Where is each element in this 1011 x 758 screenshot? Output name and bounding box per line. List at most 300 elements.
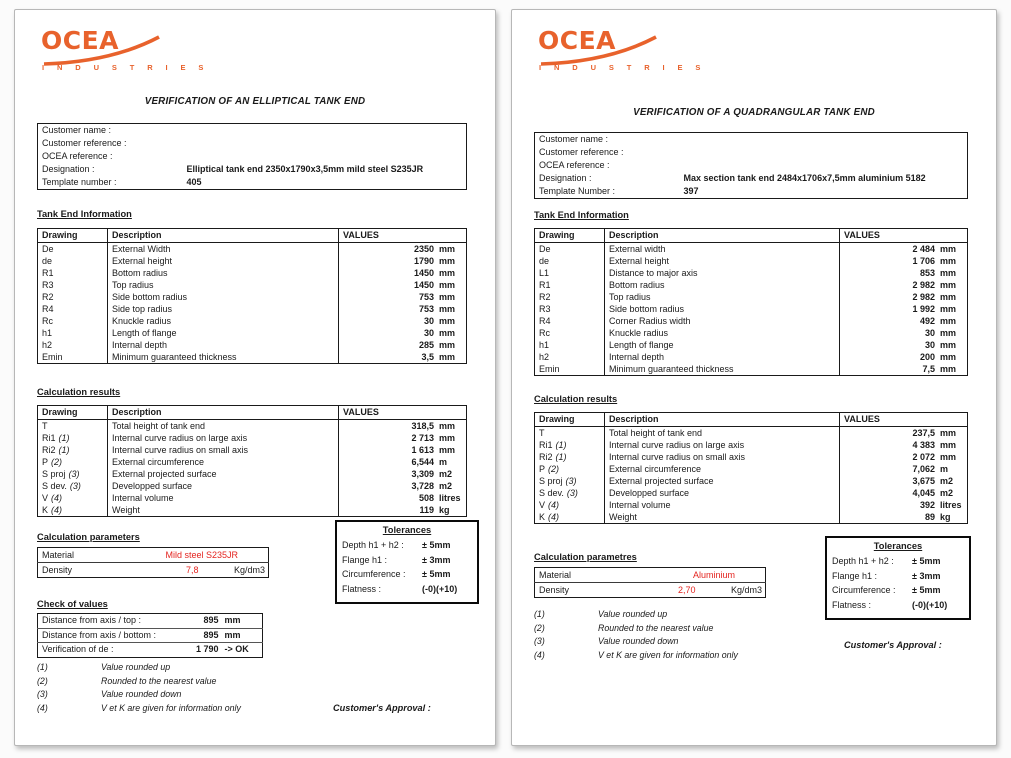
drawing-cell: R2 bbox=[38, 291, 108, 303]
tolerance-row bbox=[342, 567, 472, 582]
description-cell: External width bbox=[605, 243, 840, 256]
footnotes bbox=[534, 608, 738, 662]
table-row bbox=[38, 327, 467, 339]
description-cell: Knuckle radius bbox=[605, 327, 840, 339]
density-row bbox=[535, 583, 766, 598]
table-row bbox=[38, 243, 467, 256]
material-row bbox=[38, 548, 269, 563]
table-row bbox=[38, 432, 467, 444]
drawing-cell: h1 bbox=[535, 339, 605, 351]
drawing-cell: R1 bbox=[38, 267, 108, 279]
info-label: Designation : bbox=[42, 164, 95, 174]
col-header-values: VALUES bbox=[339, 229, 467, 243]
value-cell: 2350 mm bbox=[413, 244, 456, 254]
value-cell: 2 982 mm bbox=[912, 280, 957, 290]
table-row bbox=[38, 456, 467, 468]
value-cell: 4 383 mm bbox=[912, 440, 957, 450]
table-row bbox=[535, 511, 968, 524]
tolerance-label: Depth h1 + h2 : bbox=[342, 540, 404, 550]
tolerance-value: (-0)(+10) bbox=[422, 583, 458, 594]
description-cell: Length of flange bbox=[108, 327, 339, 339]
col-header-values: VALUES bbox=[840, 229, 968, 243]
density-label: Density bbox=[38, 563, 122, 578]
tolerance-label: Flatness : bbox=[342, 583, 382, 594]
ocea-logo bbox=[41, 26, 209, 80]
drawing-cell: V (4) bbox=[535, 499, 605, 511]
description-cell: Corner Radius width bbox=[605, 315, 840, 327]
value-cell: 3,728 m2 bbox=[411, 481, 453, 491]
footnote-row bbox=[534, 608, 738, 622]
info-label: Customer name : bbox=[42, 125, 112, 135]
value-cell: 318,5 mm bbox=[411, 421, 456, 431]
tolerance-row bbox=[342, 538, 472, 553]
description-cell: Top radius bbox=[108, 279, 339, 291]
value-cell: 2 072 mm bbox=[912, 452, 957, 462]
customer-info-box bbox=[534, 132, 968, 199]
description-cell: Total height of tank end bbox=[605, 427, 840, 440]
footnote-text: Value rounded down bbox=[101, 689, 182, 699]
info-label: Customer name : bbox=[539, 134, 609, 144]
description-cell: Internal curve radius on small axis bbox=[605, 451, 840, 463]
drawing-cell: Rc bbox=[535, 327, 605, 339]
drawing-cell: R1 bbox=[535, 279, 605, 291]
drawing-cell: h2 bbox=[38, 339, 108, 351]
value-cell: 7,062 m bbox=[912, 464, 949, 474]
footnote-marker: (3) bbox=[37, 689, 48, 699]
tolerances-box bbox=[335, 520, 479, 604]
drawing-cell: Ri1 (1) bbox=[535, 439, 605, 451]
drawing-cell: R2 bbox=[535, 291, 605, 303]
drawing-cell: de bbox=[535, 255, 605, 267]
table-row bbox=[535, 255, 968, 267]
info-value bbox=[183, 150, 467, 163]
table-row bbox=[38, 303, 467, 315]
table-row bbox=[535, 439, 968, 451]
table-header-row bbox=[38, 229, 467, 243]
info-row bbox=[535, 159, 968, 172]
col-header-drawing: Drawing bbox=[38, 406, 108, 420]
description-cell: Side bottom radius bbox=[605, 303, 840, 315]
check-unit: -> OK bbox=[219, 643, 263, 658]
drawing-cell: Ri1 (1) bbox=[38, 432, 108, 444]
material-value: Aluminium bbox=[692, 570, 735, 580]
tank-end-info-table bbox=[534, 228, 968, 376]
tolerance-row bbox=[832, 583, 964, 598]
info-row bbox=[535, 146, 968, 159]
calc-params-table bbox=[534, 567, 766, 598]
value-cell: 1450 mm bbox=[413, 280, 456, 290]
info-value: 397 bbox=[683, 186, 699, 196]
footnote-text: Value rounded up bbox=[101, 662, 171, 672]
material-value: Mild steel S235JR bbox=[165, 550, 238, 560]
description-cell: External projected surface bbox=[605, 475, 840, 487]
description-cell: Bottom radius bbox=[605, 279, 840, 291]
tolerance-value: ± 5mm bbox=[422, 569, 451, 579]
material-row bbox=[535, 568, 766, 583]
check-value: 1 790 bbox=[170, 643, 219, 658]
value-cell: 89 kg bbox=[924, 512, 951, 522]
table-row bbox=[535, 351, 968, 363]
col-header-description: Description bbox=[108, 229, 339, 243]
info-row bbox=[38, 124, 467, 138]
description-cell: External Width bbox=[108, 243, 339, 256]
check-of-values-table bbox=[37, 613, 263, 658]
tolerances-box bbox=[825, 536, 971, 620]
table-row bbox=[535, 303, 968, 315]
info-label: OCEA reference : bbox=[42, 151, 113, 161]
density-unit: Kg/dm3 bbox=[718, 583, 766, 598]
value-cell: 2 982 mm bbox=[912, 292, 957, 302]
table-row bbox=[535, 267, 968, 279]
table-row bbox=[535, 291, 968, 303]
col-header-values: VALUES bbox=[840, 413, 968, 427]
value-cell: 2 484 mm bbox=[912, 244, 957, 254]
description-cell: External height bbox=[605, 255, 840, 267]
check-label: Distance from axis / top : bbox=[42, 615, 142, 625]
tolerance-value: ± 5mm bbox=[422, 540, 451, 550]
density-unit: Kg/dm3 bbox=[221, 563, 269, 578]
drawing-cell: P (2) bbox=[38, 456, 108, 468]
footnote-row bbox=[37, 675, 241, 689]
value-cell: 4,045 m2 bbox=[912, 488, 954, 498]
description-cell: External height bbox=[108, 255, 339, 267]
description-cell: Distance to major axis bbox=[605, 267, 840, 279]
description-cell: External circumference bbox=[108, 456, 339, 468]
table-row bbox=[38, 480, 467, 492]
description-cell: Side top radius bbox=[108, 303, 339, 315]
description-cell: Total height of tank end bbox=[108, 420, 339, 433]
tolerance-value: ± 5mm bbox=[912, 585, 941, 595]
footnote-row bbox=[37, 661, 241, 675]
footnote-row bbox=[534, 635, 738, 649]
description-cell: Bottom radius bbox=[108, 267, 339, 279]
section-heading-calc-results: Calculation results bbox=[534, 394, 618, 404]
drawing-cell: S dev. (3) bbox=[535, 487, 605, 499]
tolerance-row bbox=[342, 553, 472, 568]
col-header-values: VALUES bbox=[339, 406, 467, 420]
description-cell: Top radius bbox=[605, 291, 840, 303]
footnote-text: Rounded to the nearest value bbox=[598, 622, 714, 633]
info-label: Template Number : bbox=[539, 186, 616, 196]
info-row bbox=[535, 133, 968, 147]
value-cell: 1 992 mm bbox=[912, 304, 957, 314]
drawing-cell: De bbox=[535, 243, 605, 256]
description-cell: External circumference bbox=[605, 463, 840, 475]
description-cell: Weight bbox=[605, 511, 840, 524]
value-cell: 508 litres bbox=[418, 493, 461, 503]
document-page-elliptical bbox=[14, 9, 496, 746]
description-cell: Internal curve radius on large axis bbox=[605, 439, 840, 451]
col-header-description: Description bbox=[605, 229, 840, 243]
table-row bbox=[535, 487, 968, 499]
density-label: Density bbox=[535, 583, 619, 598]
description-cell: External projected surface bbox=[108, 468, 339, 480]
col-header-drawing: Drawing bbox=[535, 413, 605, 427]
tolerance-label: Flange h1 : bbox=[342, 554, 388, 565]
info-label: Designation : bbox=[539, 173, 592, 183]
description-cell: Internal depth bbox=[605, 351, 840, 363]
info-row bbox=[535, 172, 968, 185]
info-value bbox=[183, 137, 467, 150]
density-row bbox=[38, 563, 269, 578]
logo-text: OCEA bbox=[538, 26, 617, 55]
section-heading-calc-results: Calculation results bbox=[37, 387, 121, 397]
customer-info-box bbox=[37, 123, 467, 190]
value-cell: 753 mm bbox=[418, 304, 456, 314]
info-value bbox=[680, 133, 968, 147]
drawing-cell: R4 bbox=[535, 315, 605, 327]
tolerance-row bbox=[832, 569, 964, 584]
customer-approval-label: Customer's Approval : bbox=[844, 640, 942, 650]
footnote-marker: (3) bbox=[534, 636, 545, 646]
col-header-drawing: Drawing bbox=[38, 229, 108, 243]
footnote-text: Value rounded up bbox=[598, 609, 668, 619]
description-cell: Internal curve radius on small axis bbox=[108, 444, 339, 456]
table-row bbox=[535, 315, 968, 327]
info-row bbox=[38, 176, 467, 190]
description-cell: Weight bbox=[108, 504, 339, 517]
check-value: 895 bbox=[203, 615, 219, 625]
table-row bbox=[38, 291, 467, 303]
table-row bbox=[38, 255, 467, 267]
drawing-cell: de bbox=[38, 255, 108, 267]
tank-end-info-table bbox=[37, 228, 467, 364]
tolerance-label: Circumference : bbox=[832, 585, 896, 595]
info-label: Template number : bbox=[42, 177, 117, 187]
drawing-cell: De bbox=[38, 243, 108, 256]
tolerance-row bbox=[832, 598, 964, 613]
logo-text: OCEA bbox=[41, 26, 120, 55]
drawing-cell: R3 bbox=[535, 303, 605, 315]
table-row bbox=[38, 444, 467, 456]
footnote-row bbox=[534, 622, 738, 636]
info-row bbox=[38, 137, 467, 150]
drawing-cell: K (4) bbox=[38, 504, 108, 517]
drawing-cell: L1 bbox=[535, 267, 605, 279]
table-header-row bbox=[38, 406, 467, 420]
tolerances-heading: Tolerances bbox=[382, 525, 432, 535]
density-value: 7,8 bbox=[122, 563, 221, 578]
check-unit: mm bbox=[219, 628, 263, 643]
check-row bbox=[38, 614, 263, 629]
tolerance-value: ± 3mm bbox=[422, 554, 451, 565]
drawing-cell: h1 bbox=[38, 327, 108, 339]
description-cell: Minimum guaranteed thickness bbox=[605, 363, 840, 376]
info-value bbox=[680, 146, 968, 159]
footnote-text: Rounded to the nearest value bbox=[101, 675, 217, 686]
drawing-cell: S proj (3) bbox=[535, 475, 605, 487]
value-cell: 30 mm bbox=[924, 340, 957, 350]
description-cell: Internal depth bbox=[108, 339, 339, 351]
drawing-cell: S dev. (3) bbox=[38, 480, 108, 492]
page-title: VERIFICATION OF A QUADRANGULAR TANK END bbox=[633, 107, 875, 118]
description-cell: Internal volume bbox=[605, 499, 840, 511]
info-row bbox=[38, 150, 467, 163]
table-header-row bbox=[535, 229, 968, 243]
info-value: Max section tank end 2484x1706x7,5mm aluminium 5182 bbox=[683, 173, 926, 183]
value-cell: 285 mm bbox=[418, 340, 456, 350]
table-row bbox=[535, 327, 968, 339]
col-header-description: Description bbox=[605, 413, 840, 427]
table-row bbox=[535, 339, 968, 351]
value-cell: 237,5 mm bbox=[912, 428, 957, 438]
calc-results-table bbox=[534, 412, 968, 524]
logo-tagline: I N D U S T R I E S bbox=[42, 63, 209, 72]
table-header-row bbox=[535, 413, 968, 427]
footnote-text: Value rounded down bbox=[598, 636, 679, 646]
value-cell: 3,5 mm bbox=[421, 352, 456, 362]
value-cell: 392 litres bbox=[919, 500, 962, 510]
table-row bbox=[535, 451, 968, 463]
footnote-row bbox=[534, 649, 738, 663]
tolerance-label: Flatness : bbox=[832, 599, 872, 610]
customer-approval-label: Customer's Approval : bbox=[333, 703, 431, 713]
section-heading-calc-params: Calculation parametres bbox=[534, 552, 637, 562]
table-row bbox=[38, 420, 467, 433]
table-row bbox=[38, 267, 467, 279]
tolerances-heading: Tolerances bbox=[873, 541, 923, 551]
table-row bbox=[535, 363, 968, 376]
drawing-cell: T bbox=[38, 420, 108, 433]
value-cell: 30 mm bbox=[423, 316, 456, 326]
info-label: OCEA reference : bbox=[539, 160, 610, 170]
drawing-cell: Ri2 (1) bbox=[535, 451, 605, 463]
description-cell: Internal curve radius on large axis bbox=[108, 432, 339, 444]
table-row bbox=[38, 504, 467, 517]
table-row bbox=[38, 492, 467, 504]
calc-params-table bbox=[37, 547, 269, 578]
check-label: Distance from axis / bottom : bbox=[38, 628, 170, 643]
footnote-marker: (4) bbox=[534, 649, 545, 660]
description-cell: Minimum guaranteed thickness bbox=[108, 351, 339, 364]
section-heading-check-of-values: Check of values bbox=[37, 599, 108, 609]
tolerance-value: ± 3mm bbox=[912, 570, 941, 581]
value-cell: 2 713 mm bbox=[411, 433, 456, 443]
description-cell: Length of flange bbox=[605, 339, 840, 351]
info-label: Customer reference : bbox=[42, 138, 127, 148]
col-header-drawing: Drawing bbox=[535, 229, 605, 243]
footnote-marker: (4) bbox=[37, 702, 48, 713]
tolerance-value: ± 5mm bbox=[912, 556, 941, 566]
check-label: Verification of de : bbox=[38, 643, 170, 658]
value-cell: 853 mm bbox=[919, 268, 957, 278]
description-cell: Developped surface bbox=[605, 487, 840, 499]
info-value: Elliptical tank end 2350x1790x3,5mm mild steel S235JR bbox=[186, 164, 424, 174]
table-row bbox=[38, 279, 467, 291]
info-value bbox=[183, 124, 467, 138]
footnotes bbox=[37, 661, 241, 715]
tolerance-label: Depth h1 + h2 : bbox=[832, 556, 894, 566]
ocea-logo bbox=[538, 26, 706, 80]
section-heading-tank-end-info: Tank End Information bbox=[534, 210, 629, 220]
info-row bbox=[535, 185, 968, 199]
info-value: 405 bbox=[186, 177, 202, 187]
check-row bbox=[38, 628, 263, 643]
table-row bbox=[535, 499, 968, 511]
footnote-text: V et K are given for information only bbox=[598, 649, 738, 660]
table-row bbox=[535, 475, 968, 487]
table-row bbox=[38, 351, 467, 364]
footnote-text: V et K are given for information only bbox=[101, 702, 241, 713]
drawing-cell: S proj (3) bbox=[38, 468, 108, 480]
value-cell: 7,5 mm bbox=[922, 364, 957, 374]
material-label: Material bbox=[539, 570, 572, 580]
drawing-cell: Ri2 (1) bbox=[38, 444, 108, 456]
tolerance-row bbox=[832, 554, 964, 569]
drawing-cell: R3 bbox=[38, 279, 108, 291]
logo-tagline: I N D U S T R I E S bbox=[539, 63, 706, 72]
document-page-quadrangular bbox=[511, 9, 997, 746]
material-label: Material bbox=[42, 550, 75, 560]
value-cell: 1 613 mm bbox=[411, 445, 456, 455]
drawing-cell: h2 bbox=[535, 351, 605, 363]
footnote-row bbox=[37, 702, 241, 716]
section-heading-tank-end-info: Tank End Information bbox=[37, 209, 132, 219]
value-cell: 1450 mm bbox=[413, 268, 456, 278]
value-cell: 30 mm bbox=[924, 328, 957, 338]
drawing-cell: V (4) bbox=[38, 492, 108, 504]
value-cell: 1790 mm bbox=[413, 256, 456, 266]
table-row bbox=[535, 243, 968, 256]
description-cell: Side bottom radius bbox=[108, 291, 339, 303]
col-header-description: Description bbox=[108, 406, 339, 420]
description-cell: Developped surface bbox=[108, 480, 339, 492]
drawing-cell: P (2) bbox=[535, 463, 605, 475]
info-row bbox=[38, 163, 467, 176]
value-cell: 3,309 m2 bbox=[411, 469, 453, 479]
description-cell: Internal volume bbox=[108, 492, 339, 504]
drawing-cell: Emin bbox=[535, 363, 605, 376]
density-value: 2,70 bbox=[619, 583, 718, 598]
footnote-marker: (1) bbox=[37, 662, 48, 672]
tolerance-row bbox=[342, 582, 472, 597]
table-row bbox=[535, 279, 968, 291]
table-row bbox=[535, 427, 968, 440]
value-cell: 119 kg bbox=[419, 505, 450, 515]
info-value bbox=[680, 159, 968, 172]
value-cell: 753 mm bbox=[418, 292, 456, 302]
page-title: VERIFICATION OF AN ELLIPTICAL TANK END bbox=[144, 96, 366, 107]
table-row bbox=[38, 339, 467, 351]
drawing-cell: T bbox=[535, 427, 605, 440]
value-cell: 30 mm bbox=[423, 328, 456, 338]
info-label: Customer reference : bbox=[539, 147, 624, 157]
tolerance-label: Flange h1 : bbox=[832, 570, 878, 581]
footnote-marker: (2) bbox=[534, 622, 545, 633]
description-cell: Knuckle radius bbox=[108, 315, 339, 327]
drawing-cell: R4 bbox=[38, 303, 108, 315]
drawing-cell: Rc bbox=[38, 315, 108, 327]
value-cell: 3,675 m2 bbox=[912, 476, 954, 486]
tolerance-label: Circumference : bbox=[342, 569, 406, 579]
value-cell: 200 mm bbox=[919, 352, 957, 362]
table-row bbox=[38, 468, 467, 480]
table-row bbox=[535, 463, 968, 475]
calc-results-table bbox=[37, 405, 467, 517]
footnote-marker: (2) bbox=[37, 675, 48, 686]
check-row bbox=[38, 643, 263, 658]
tolerance-value: (-0)(+10) bbox=[912, 599, 948, 610]
footnote-row bbox=[37, 688, 241, 702]
drawing-cell: Emin bbox=[38, 351, 108, 364]
drawing-cell: K (4) bbox=[535, 511, 605, 524]
table-row bbox=[38, 315, 467, 327]
value-cell: 6,544 m bbox=[411, 457, 448, 467]
footnote-marker: (1) bbox=[534, 609, 545, 619]
check-value: 895 bbox=[170, 628, 219, 643]
section-heading-calc-params: Calculation parameters bbox=[37, 532, 140, 542]
value-cell: 1 706 mm bbox=[912, 256, 957, 266]
